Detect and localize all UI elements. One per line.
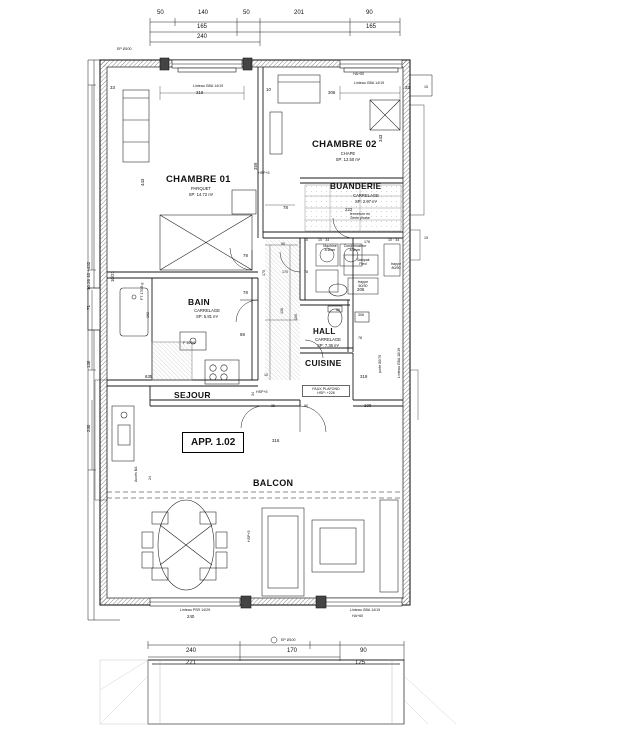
dim-319-cuisine: 635 [145, 374, 153, 379]
dim-78-d: 78 [304, 270, 308, 274]
room-finish-chambre-02: CHAPE [340, 151, 356, 156]
dim-90-a: 90 [281, 242, 285, 246]
lintel-top-right-dim: 306 [328, 90, 336, 95]
note-trappe-8050: trappe 80/50 [390, 262, 402, 270]
dim-150: 306 [358, 313, 364, 317]
dim-78-c: 78 [243, 290, 248, 295]
dim-316: 316 [272, 438, 280, 443]
lintel-right-vert: Linteau GBA 18/19 [397, 347, 401, 378]
hsp-note-2: HSP+5 [256, 390, 268, 394]
lintel-bottom-left: Linteau PSR 14/29 [179, 608, 211, 612]
dim-343: 343 [378, 134, 383, 142]
note-porte-8070: porte 80/70 [378, 354, 382, 373]
dim-10-a: 10 [304, 238, 308, 242]
left-dim-230: 230 [86, 424, 91, 432]
lintel-bottom-left-dim: 240 [187, 614, 195, 619]
note-trappe-6030: trappe 60/30 [357, 280, 369, 288]
note-ft170: FT 170/8 g [140, 282, 144, 300]
lintel-top-left: Linteau GBA 14/19 [192, 84, 224, 88]
top-dim-165b: 165 [366, 24, 377, 30]
room-label-hall: CUISINE [305, 358, 342, 368]
dim-33-topleft: 33 [110, 85, 115, 90]
dim-35: 35 [271, 404, 275, 408]
lintel-ha50: HA+50 [353, 72, 365, 76]
room-label-cuisine: SEJOUR [174, 390, 211, 400]
dim-78-wc: 78 [358, 336, 362, 340]
dim-56: 56 [336, 308, 340, 312]
lintel-top-right: Linteau GBA 14/19 [353, 81, 385, 85]
left-dim-stack: 10.26 10 +432 [86, 261, 91, 290]
dim-430: 430 [280, 308, 284, 314]
dim-443: 443 [140, 178, 145, 186]
bottom-ep-note: EP Ø100 [281, 638, 296, 642]
dim-170-v: 170 [262, 270, 266, 276]
room-label-chambre-02: CHAMBRE 02 [312, 139, 377, 150]
dim-78-a: 78 [283, 205, 288, 210]
hsp-note-3: HSP+5 [247, 530, 251, 542]
note-machine-laver: Machine à laver [323, 244, 337, 252]
top-dim-50a: 50 [157, 10, 164, 16]
dim-88: 88 [240, 332, 245, 337]
lintel-bottom-right-ha: HA+60 [352, 614, 364, 618]
lintel-top-left-dim: 319 [196, 90, 204, 95]
apartment-number-box: APP. 1.02 [182, 432, 244, 453]
left-dim-vert-ref: 10/21 [110, 271, 115, 282]
room-area-buanderie: SP: 2.97 m² [354, 199, 378, 204]
bottom-dim-125: 125 [355, 660, 366, 666]
dim-306-hall: 319 [360, 374, 368, 379]
room-area-wc: SP: 7.36 m² [316, 343, 340, 348]
room-finish-buanderie: CARRELAGE [353, 193, 379, 198]
room-label-bain: BAIN [188, 297, 210, 307]
top-dim-240: 240 [197, 34, 208, 40]
dim-15-right: 15 [424, 85, 428, 89]
room-area-chambre-01: SP: 14.72 m² [188, 192, 214, 197]
dim-176: 176 [364, 240, 370, 244]
dim-33-topright: 33 [405, 85, 410, 90]
dim-15-b: 15 [424, 236, 428, 240]
room-finish-chambre-01: PARQUET [191, 186, 211, 191]
room-label-buanderie: BUANDERIE [330, 182, 382, 191]
left-dim-71: 71 [86, 305, 91, 310]
dim-222: 222 [345, 207, 353, 212]
dim-78-b: 78 [243, 253, 248, 258]
bottom-dim-221: 221 [186, 660, 197, 666]
dim-181: 100 [364, 403, 372, 408]
dim-24: 24 [148, 476, 152, 480]
note-condensateur: Condensateur à laver [343, 244, 367, 252]
top-ep-note: EP Ø100 [117, 47, 132, 51]
note-fermeture: fermeture en 2ème phase [349, 212, 371, 220]
bottom-dim-90: 90 [360, 648, 367, 654]
hsp-note-1: HSP+5 [258, 171, 270, 175]
dim-359: 359 [253, 162, 258, 170]
lintel-bottom-right: Linteau GBA 14/19 [349, 608, 381, 612]
note-acces-ba: Accès BA [134, 466, 138, 482]
dim-90-b: 90 [304, 404, 308, 408]
top-dim-90: 90 [366, 10, 373, 16]
room-label-sejour: BALCON [253, 478, 294, 488]
dim-206: 206 [357, 287, 365, 292]
left-dim-130: 130 [86, 360, 91, 368]
room-area-bain: SP: 5.81 m² [195, 314, 219, 319]
top-dim-201: 201 [294, 10, 305, 16]
dim-100: 100 [294, 314, 298, 320]
top-dim-50b: 50 [243, 10, 250, 16]
room-finish-bain: CARRELAGE [194, 308, 220, 313]
dim-192: 192 [146, 312, 150, 318]
dim-34-hall: 34 [251, 392, 255, 396]
note-sanipak: Sanipak Flexi [356, 258, 370, 266]
top-dim-165a: 165 [197, 24, 208, 30]
dim-34-b: 10 · 34 [388, 238, 400, 242]
room-label-chambre-01: CHAMBRE 01 [166, 174, 231, 185]
note-f107: F 107/6 [183, 341, 196, 345]
top-dim-140: 140 [198, 10, 209, 16]
room-area-chambre-02: SP: 12.50 m² [335, 157, 361, 162]
dim-10-top: 10 [266, 87, 271, 92]
bottom-dim-170: 170 [287, 648, 298, 654]
dim-10-hall: 10 [264, 373, 268, 377]
room-label-wc: HALL [313, 327, 336, 336]
note-faux-plafond: FAUX PLAFOND HSP: +226 [302, 385, 350, 397]
room-finish-wc: CARRELAGE [315, 337, 341, 342]
dim-34-a: 10 · 34 [318, 238, 330, 242]
dim-170: 170 [282, 270, 288, 274]
bottom-dim-240: 240 [186, 648, 197, 654]
